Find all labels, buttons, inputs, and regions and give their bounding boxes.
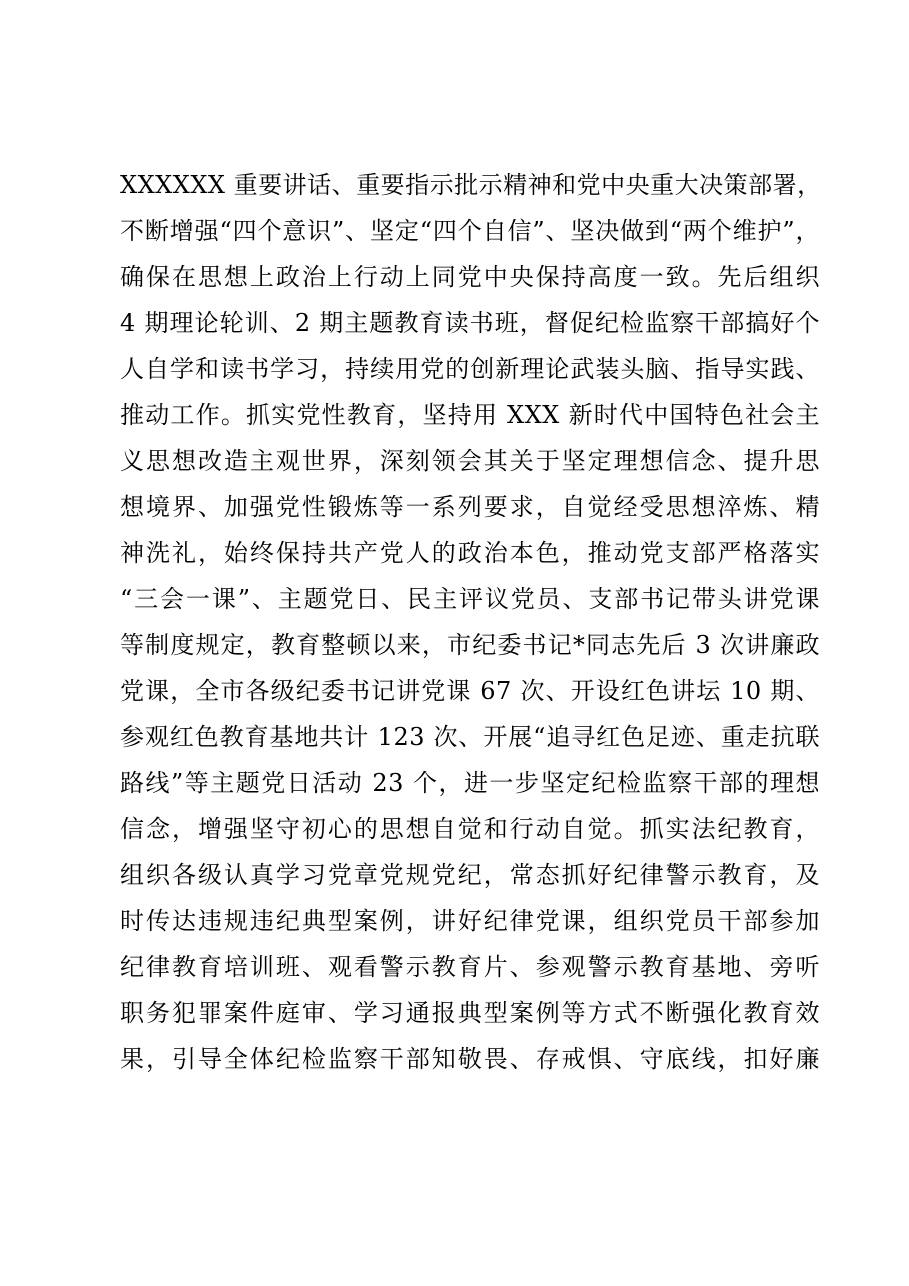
text-line: 想境界、加强党性锻炼等一系列要求，自觉经受思想淬炼、精 <box>120 493 820 521</box>
text-line: 参观红色教育基地共计 123 次、开展“追寻红色足迹、重走抗联 <box>120 723 820 751</box>
text-line: XXXXXX 重要讲话、重要指示批示精神和党中央重大决策部署， <box>120 171 822 199</box>
text-line: 职务犯罪案件庭审、学习通报典型案例等方式不断强化教育效 <box>120 999 820 1027</box>
text-line: 义思想改造主观世界，深刻领会其关于坚定理想信念、提升思 <box>120 447 820 475</box>
text-line: 确保在思想上政治上行动上同党中央保持高度一致。先后组织 <box>120 263 820 291</box>
text-line: “三会一课”、主题党日、民主评议党员、支部书记带头讲党课 <box>120 585 820 613</box>
body-paragraph <box>120 160 820 1082</box>
text-line: 等制度规定，教育整顿以来，市纪委书记*同志先后 3 次讲廉政 <box>120 631 820 659</box>
text-line: 纪律教育培训班、观看警示教育片、参观警示教育基地、旁听 <box>120 953 820 981</box>
text-line: 果，引导全体纪检监察干部知敬畏、存戒惧、守底线，扣好廉 <box>120 1045 820 1073</box>
text-line: 人自学和读书学习，持续用党的创新理论武装头脑、指导实践、 <box>120 355 820 383</box>
text-line: 神洗礼，始终保持共产党人的政治本色，推动党支部严格落实 <box>120 539 820 567</box>
text-line: 信念，增强坚守初心的思想自觉和行动自觉。抓实法纪教育， <box>120 815 820 843</box>
text-line: 4 期理论轮训、2 期主题教育读书班，督促纪检监察干部搞好个 <box>120 309 820 337</box>
text-line: 不断增强“四个意识”、坚定“四个自信”、坚决做到“两个维护”， <box>120 217 820 245</box>
text-line: 推动工作。抓实党性教育，坚持用 XXX 新时代中国特色社会主 <box>120 401 820 429</box>
text-line: 路线”等主题党日活动 23 个，进一步坚定纪检监察干部的理想 <box>120 769 820 797</box>
text-line: 党课，全市各级纪委书记讲党课 67 次、开设红色讲坛 10 期、 <box>120 677 820 705</box>
text-line: 组织各级认真学习党章党规党纪，常态抓好纪律警示教育，及 <box>120 861 820 889</box>
text-line: 时传达违规违纪典型案例，讲好纪律党课，组织党员干部参加 <box>120 907 820 935</box>
